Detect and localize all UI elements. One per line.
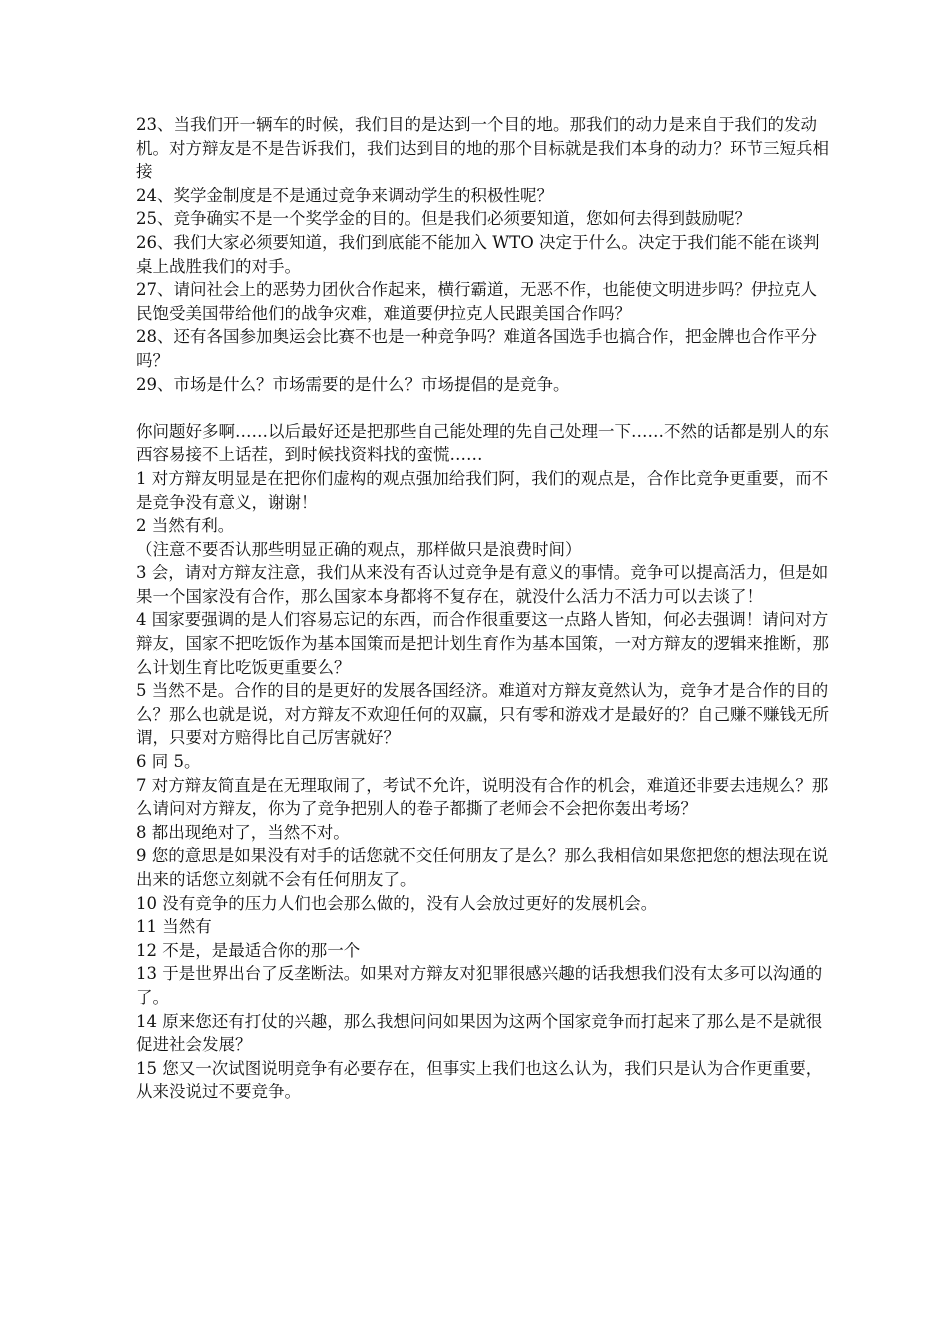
answer-3: 3 会，请对方辩友注意，我们从来没有否认过竞争是有意义的事情。竞争可以提高活力，但是如果一个国家没有合作，那么国家本身都将不复存在，就没什么活力不活力可以去谈了！ [136,563,829,606]
answer-intro: 你问题好多啊……以后最好还是把那些自己能处理的先自己处理一下……不然的话都是别人的东西容易接不上话茬，到时候找资料找的蛮慌…… [136,421,829,465]
question-24: 24、奖学金制度是不是通过竞争来调动学生的积极性呢？ [136,185,553,205]
answer-8: 8 都出现绝对了，当然不对。 [136,822,350,842]
answer-2: 2 当然有利。 [136,516,235,536]
document-body [136,113,830,1104]
answer-5: 5 当然不是。合作的目的是更好的发展各国经济。难道对方辩友竟然认为，竞争才是合作的目的么？那么也就是说，对方辩友不欢迎任何的双赢，只有零和游戏才是最好的？自己赚不赚钱无所谓，只要对方赔得比自己厉害就好？ [136,681,829,748]
answer-4: 4 国家要强调的是人们容易忘记的东西，而合作很重要这一点路人皆知，何必去强调！请问对方辩友，国家不把吃饭作为基本国策而是把计划生育作为基本国策，一对方辩友的逻辑来推断，那么计划生育比吃饭更重要么？ [136,610,829,677]
answer-note: （注意不要否认那些明显正确的观点，那样做只是浪费时间） [136,539,582,559]
answer-9: 9 您的意思是如果没有对手的话您就不交任何朋友了是么？那么我相信如果您把您的想法现在说出来的话您立刻就不会有任何朋友了。 [136,846,829,889]
answer-13: 13 于是世界出台了反垄断法。如果对方辩友对犯罪很感兴趣的话我想我们没有太多可以沟通的了。 [136,964,823,1007]
answer-7: 7 对方辩友简直是在无理取闹了，考试不允许，说明没有合作的机会，难道还非要去违规么？那么请问对方辩友，你为了竞争把别人的卷子都撕了老师会不会把你轰出考场？ [136,775,829,819]
answer-15: 15 您又一次试图说明竞争有必要存在，但事实上我们也这么认为，我们只是认为合作更重要，从来没说过不要竞争。 [136,1058,823,1102]
answer-10: 10 没有竞争的压力人们也会那么做的，没有人会放过更好的发展机会。 [136,893,658,913]
answer-6: 6 同 5。 [136,752,201,772]
answer-14: 14 原来您还有打仗的兴趣，那么我想问问如果因为这两个国家竞争而打起来了那么是不是就很促进社会发展？ [136,1011,823,1055]
question-23: 23、当我们开一辆车的时候，我们目的是达到一个目的地。那我们的动力是来自于我们的发动机。对方辩友是不是告诉我们，我们达到目的地的那个目标就是我们本身的动力？环节三短兵相接 [136,115,829,182]
question-25: 25、竞争确实不是一个奖学金的目的。但是我们必须要知道，您如何去得到鼓励呢？ [136,209,751,229]
question-26: 26、我们大家必须要知道，我们到底能不能加入 WTO 决定于什么。决定于我们能不能在谈判桌上战胜我们的对手。 [136,232,820,276]
paragraph-spacer [136,396,830,420]
answer-1: 1 对方辩友明显是在把你们虚构的观点强加给我们阿，我们的观点是，合作比竞争更重要，而不是竞争没有意义，谢谢！ [136,468,829,512]
question-27: 27、请问社会上的恶势力团伙合作起来，横行霸道，无恶不作，也能使文明进步吗？伊拉克人民饱受美国带给他们的战争灾难，难道要伊拉克人民跟美国合作吗？ [136,280,817,323]
answer-11: 11 当然有 [136,917,212,937]
answer-12: 12 不是，是最适合你的那一个 [136,940,361,960]
question-29: 29、市场是什么？市场需要的是什么？市场提倡的是竞争。 [136,374,570,394]
question-28: 28、还有各国参加奥运会比赛不也是一种竞争吗？难道各国选手也搞合作，把金牌也合作平分吗？ [136,327,817,370]
